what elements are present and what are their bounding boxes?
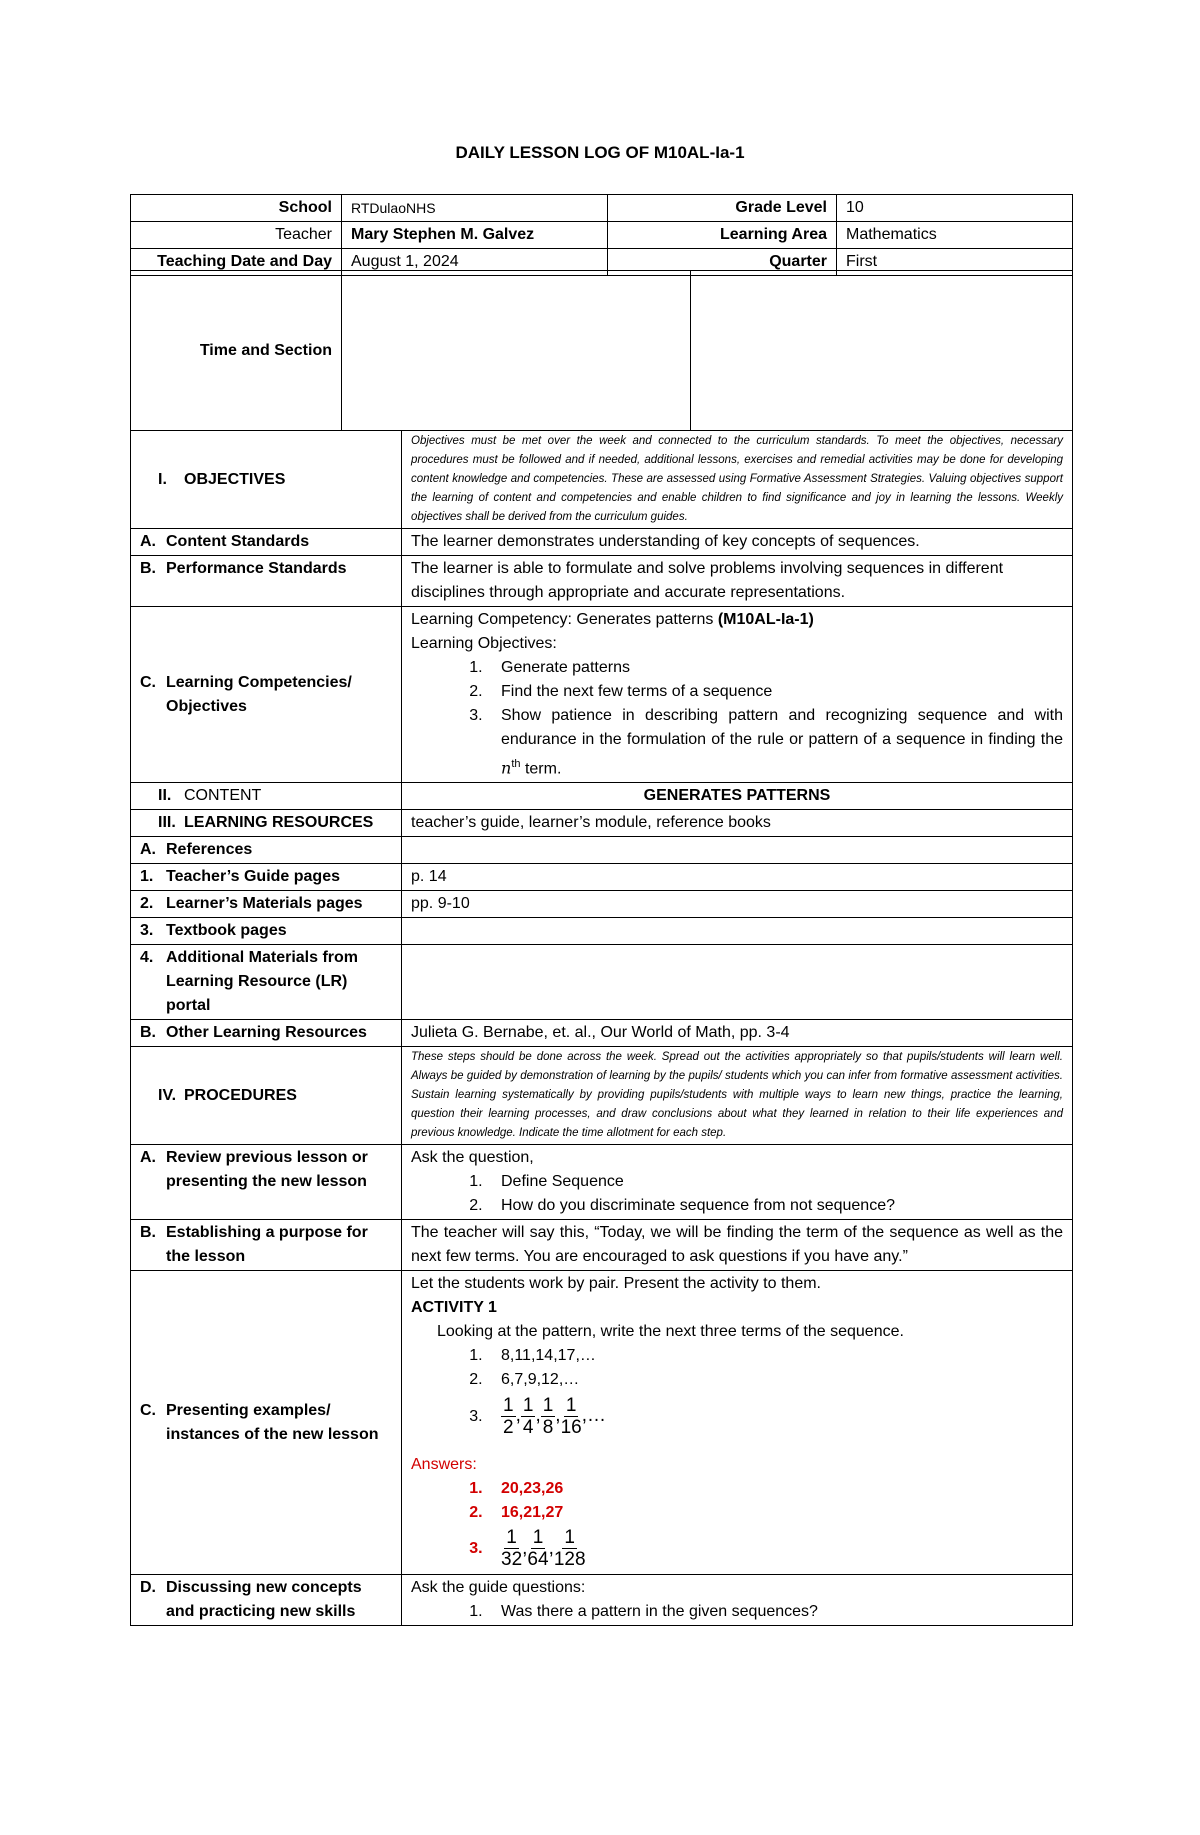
lm-pages-value: pp. 9-10 bbox=[402, 891, 1073, 918]
teaching-date-label: Teaching Date and Day bbox=[131, 249, 342, 276]
other-resources-num: B. bbox=[140, 1024, 156, 1042]
sequence-item-fractions: 3. $\frac{1}{2}$ , $\frac{1}{4}$ , $\frac{1}{8}$ , $\frac{1}{16}$ ,… bbox=[487, 1392, 1063, 1440]
additional-materials-label: Additional Materials from Learning Resource (LR) portal bbox=[166, 949, 359, 1015]
textbook-pages-num: 3. bbox=[140, 922, 154, 940]
time-section-table bbox=[130, 270, 1073, 431]
procedures-label: PROCEDURES bbox=[184, 1086, 297, 1104]
examples-label: Presenting examples/ instances of the new lesson bbox=[166, 1401, 379, 1443]
content-standards-num: A. bbox=[140, 533, 156, 550]
answers-label: Answers: bbox=[411, 1455, 477, 1473]
discussing-num: D. bbox=[140, 1579, 156, 1597]
learning-competency bbox=[411, 608, 1063, 632]
tg-pages-value: p. 14 bbox=[402, 864, 1073, 891]
lm-pages-label: Learner’s Materials pages bbox=[166, 895, 363, 913]
fraction: 3. $\frac{1}{32}$ bbox=[501, 1527, 523, 1571]
references-value bbox=[402, 837, 1073, 864]
content-num: II. bbox=[158, 787, 172, 805]
examples-num: C. bbox=[140, 1401, 156, 1419]
content-text: GENERATES PATTERNS bbox=[402, 783, 1073, 810]
teacher-label: Teacher bbox=[131, 222, 342, 249]
learning-objectives-label: Learning Objectives: bbox=[411, 635, 557, 652]
teacher-value: Mary Stephen M. Galvez bbox=[342, 222, 608, 249]
competencies-cell bbox=[402, 607, 1073, 783]
review-num: A. bbox=[140, 1149, 156, 1167]
procedures-note: These steps should be done across the week. Spread out the activities appropriately so that pupils/students will learn well. Always be guided by demonstration of learning by the pupils/ students which you can infer from formative assessment activities. Sustain learning systematically by providing pupils/students with multiple ways to learn new things, practice the learning, question their learning processes, and draw conclusions about what they learned in relation to their life experiences and previous knowledge. Indicate the time allotment for each step. bbox=[402, 1047, 1073, 1145]
competency-code: (M10AL-Ia-1) bbox=[717, 611, 814, 628]
other-resources-label: Other Learning Resources bbox=[166, 1024, 367, 1042]
discussing-label: Discussing new concepts and practicing new skills bbox=[166, 1579, 362, 1621]
lm-pages-num: 2. bbox=[140, 895, 154, 913]
grade-level-label: Grade Level bbox=[608, 195, 837, 222]
header-table bbox=[130, 194, 1073, 276]
objective-item bbox=[487, 704, 1063, 781]
performance-standards-text: The learner is able to formulate and solve problems involving sequences in different disciplines through appropriate and accurate representations. bbox=[402, 556, 1073, 607]
tg-pages-num: 1. bbox=[140, 868, 154, 886]
learning-competency-text: Learning Competency: Generates patterns bbox=[411, 611, 718, 628]
lesson-table bbox=[130, 430, 1073, 1626]
objective-item-3-text: Show patience in describing pattern and recognizing sequence and with endurance in the formulation of the rule or pattern of a sequence in finding the bbox=[501, 707, 1063, 748]
school-label: School bbox=[131, 195, 342, 222]
references-num: A. bbox=[140, 841, 156, 859]
objective-item-3-end: term. bbox=[520, 760, 562, 778]
tg-pages-label: Teacher’s Guide pages bbox=[166, 868, 340, 886]
review-intro: Ask the question, bbox=[411, 1149, 534, 1167]
references-label: References bbox=[166, 841, 253, 859]
objectives-label: OBJECTIVES bbox=[184, 470, 286, 488]
discussing-cell bbox=[402, 1575, 1073, 1626]
activity-title: ACTIVITY 1 bbox=[411, 1299, 497, 1317]
other-resources-value: Julieta G. Bernabe, et. al., Our World of Math, pp. 3-4 bbox=[402, 1020, 1073, 1047]
purpose-label: Establishing a purpose for the lesson bbox=[166, 1224, 368, 1266]
objective-item: 1. Generate patterns bbox=[487, 656, 1063, 680]
teaching-date-value: August 1, 2024 bbox=[342, 249, 608, 276]
learning-area-value: Mathematics bbox=[837, 222, 1073, 249]
fraction: 3. $\frac{1}{2}$ bbox=[503, 1394, 514, 1438]
performance-standards-num: B. bbox=[140, 560, 156, 577]
answer-item-fractions: 3. $\frac{1}{32}$ , $\frac{1}{64}$ , $\frac{1}{128}$ bbox=[487, 1525, 1063, 1573]
resources-text: teacher’s guide, learner’s module, reference books bbox=[402, 810, 1073, 837]
objective-item: 2. Find the next few terms of a sequence bbox=[487, 680, 1063, 704]
ellipsis: … bbox=[587, 1405, 606, 1427]
textbook-pages-value bbox=[402, 918, 1073, 945]
sequence-item: 2. 6,7,9,12,… bbox=[487, 1368, 1063, 1392]
content-standards-label: Content Standards bbox=[166, 533, 310, 550]
page-title: DAILY LESSON LOG OF M10AL-Ia-1 bbox=[455, 143, 745, 162]
school-value: RTDulaoNHS bbox=[342, 195, 608, 222]
purpose-num: B. bbox=[140, 1224, 156, 1242]
sequence-item: 1. 8,11,14,17,… bbox=[487, 1344, 1063, 1368]
answer-item: 1. 20,23,26 bbox=[487, 1477, 1063, 1501]
review-cell bbox=[402, 1145, 1073, 1220]
competencies-num: C. bbox=[140, 673, 156, 691]
n-variable: n bbox=[501, 758, 512, 778]
additional-materials-num: 4. bbox=[140, 949, 154, 967]
time-section-cell-2 bbox=[691, 271, 1073, 431]
review-item: 2. How do you discriminate sequence from not sequence? bbox=[487, 1194, 1063, 1218]
quarter-value: First bbox=[837, 249, 1073, 276]
grade-level-value: 10 bbox=[837, 195, 1073, 222]
th-superscript: th bbox=[511, 758, 521, 770]
time-section-cell-1 bbox=[342, 271, 691, 431]
content-label: CONTENT bbox=[184, 787, 262, 805]
objectives-label-cell bbox=[131, 431, 402, 529]
objectives-note: Objectives must be met over the week and connected to the curriculum standards. To meet the objectives, necessary procedures must be followed and if needed, additional lessons, exercises and remedial activities may be done for developing content knowledge and competencies. These are assessed using Formative Assessment Strategies. Valuing objectives support the learning of content and competencies and enable children to find significance and joy in learning the lessons. Weekly objectives shall be derived from the curriculum guides. bbox=[402, 431, 1073, 529]
examples-intro: Let the students work by pair. Present the activity to them. bbox=[411, 1275, 821, 1293]
fraction: $\frac{1}{16}$ bbox=[560, 1394, 582, 1438]
purpose-text: The teacher will say this, “Today, we will be finding the term of the sequence as well as the next few terms. You are encouraged to ask questions if you have any.” bbox=[402, 1220, 1073, 1271]
time-section-label: Time and Section bbox=[131, 271, 342, 431]
examples-cell bbox=[402, 1271, 1073, 1575]
learning-area-label: Learning Area bbox=[608, 222, 837, 249]
competencies-label: Learning Competencies/ Objectives bbox=[166, 673, 352, 715]
fraction: $\frac{1}{128}$ bbox=[553, 1527, 586, 1571]
review-item: 1. Define Sequence bbox=[487, 1170, 1063, 1194]
discussing-intro: Ask the guide questions: bbox=[411, 1579, 586, 1597]
resources-label: LEARNING RESOURCES bbox=[184, 814, 374, 832]
objectives-num: I. bbox=[158, 470, 167, 488]
resources-num: III. bbox=[158, 814, 176, 832]
fraction: $\frac{1}{64}$ bbox=[527, 1527, 549, 1571]
performance-standards-label: Performance Standards bbox=[166, 560, 347, 577]
content-standards-text: The learner demonstrates understanding of key concepts of sequences. bbox=[402, 529, 1073, 556]
review-label: Review previous lesson or presenting the new lesson bbox=[166, 1149, 368, 1191]
quarter-label: Quarter bbox=[608, 249, 837, 276]
procedures-num: IV. bbox=[158, 1086, 177, 1104]
fraction: $\frac{1}{4}$ bbox=[522, 1394, 534, 1438]
fraction: $\frac{1}{8}$ bbox=[542, 1394, 554, 1438]
textbook-pages-label: Textbook pages bbox=[166, 922, 287, 940]
answer-item: 2. 16,21,27 bbox=[487, 1501, 1063, 1525]
guide-question: 1. Was there a pattern in the given sequences? bbox=[487, 1600, 1063, 1624]
additional-materials-value bbox=[402, 945, 1073, 1020]
activity-instruction: Looking at the pattern, write the next three terms of the sequence. bbox=[437, 1323, 904, 1341]
